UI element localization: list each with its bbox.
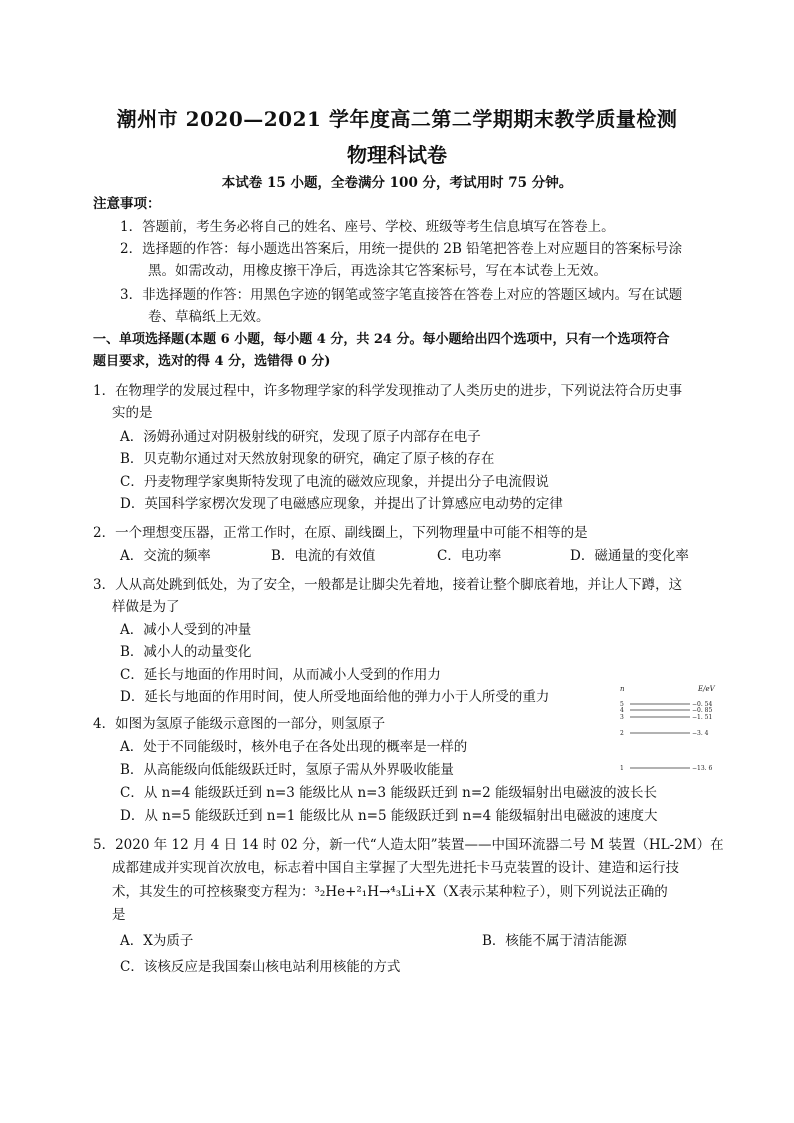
note-item-2-cont: 黑。如需改动，用橡皮擦干净后，再选涂其它答案标号，写在本试卷上无效。 xyxy=(148,263,607,279)
q1-stem: 1．在物理学的发展过程中，许多物理学家的科学发现推动了人类历史的进步，下列说法符合历史事 xyxy=(93,383,683,399)
note-item-3: 3．非选择题的作答：用黑色字迹的钢笔或签字笔直接答在答卷上对应的答题区域内。写在试题 xyxy=(120,287,683,303)
level-4-n: 4 xyxy=(620,707,624,714)
level-2-n: 2 xyxy=(620,730,624,737)
q1-option-c: C．丹麦物理学家奥斯特发现了电流的磁效应现象，并提出分子电流假说 xyxy=(120,474,549,490)
q5-stem-cont-2: 术，其发生的可控核聚变方程为：³₂He+²₁H→⁴₃Li+X（X表示某种粒子），则下列说法正确的 xyxy=(112,884,668,900)
section-heading: 一、单项选择题(本题 6 小题，每小题 4 分，共 24 分。每小题给出四个选项中，只有一个选项符合 xyxy=(93,332,670,347)
q5-option-a: A．X为质子 xyxy=(120,933,194,949)
exam-subject: 物理科试卷 xyxy=(347,143,447,167)
q3-option-d: D．延长与地面的作用时间，使人所受地面给他的弹力小于人所受的重力 xyxy=(120,689,550,705)
q3-stem: 3．人从高处跳到低处，为了安全，一般都是让脚尖先着地，接着让整个脚底着地，并让人下蹲，这 xyxy=(93,577,683,593)
level-1-n: 1 xyxy=(620,765,624,772)
q3-option-c: C．延长与地面的作用时间，从而减小人受到的作用力 xyxy=(120,667,441,683)
notes-heading: 注意事项： xyxy=(93,196,161,212)
q3-option-a: A．减小人受到的冲量 xyxy=(120,622,252,638)
energy-level-diagram xyxy=(616,682,726,782)
exam-title: 潮州市 2020—2021 学年度高二第二学期期末教学质量检测 xyxy=(116,107,678,131)
q2-option-a: A．交流的频率 xyxy=(120,548,211,564)
diagram-n-label: n xyxy=(620,685,625,693)
note-item-3-cont: 卷、草稿纸上无效。 xyxy=(148,309,270,325)
level-2-e: −3. 4 xyxy=(692,730,709,737)
q2-option-b: B．电流的有效值 xyxy=(271,548,376,564)
level-4-e: −0. 85 xyxy=(692,707,713,714)
q5-stem-cont-3: 是 xyxy=(112,907,126,923)
q3-stem-cont: 样做是为了 xyxy=(112,599,180,615)
q1-option-d: D．英国科学家楞次发现了电磁感应现象，并提出了计算感应电动势的定律 xyxy=(120,496,563,512)
note-item-1: 1．答题前，考生务必将自己的姓名、座号、学校、班级等考生信息填写在答卷上。 xyxy=(120,219,615,235)
q4-stem: 4．如图为氢原子能级示意图的一部分，则氢原子 xyxy=(93,716,386,732)
q4-option-d: D．从 n=5 能级跃迁到 n=1 能级比从 n=5 能级跃迁到 n=4 能级辐射出电磁波的速度大 xyxy=(120,808,658,824)
exam-info: 本试卷 15 小题，全卷满分 100 分，考试用时 75 分钟。 xyxy=(221,175,573,191)
q5-option-b: B．核能不属于清洁能源 xyxy=(482,933,627,949)
q4-option-b: B．从高能级向低能级跃迁时，氢原子需从外界吸收能量 xyxy=(120,762,454,778)
q5-stem-cont-1: 成都建成并实现首次放电，标志着中国自主掌握了大型先进托卡马克装置的设计、建造和运行技 xyxy=(112,860,679,876)
level-5-e: −0. 54 xyxy=(692,701,713,708)
q5-option-c: C．该核反应是我国秦山核电站利用核能的方式 xyxy=(120,959,401,975)
q5-stem: 5．2020 年 12 月 4 日 14 时 02 分，新一代“人造太阳”装置——中国环流器二号 M 装置（HL-2M）在 xyxy=(93,837,724,853)
q2-option-d: D．磁通量的变化率 xyxy=(570,548,689,564)
level-5-n: 5 xyxy=(620,701,624,708)
q4-option-c: C．从 n=4 能级跃迁到 n=3 能级比从 n=3 能级跃迁到 n=2 能级辐射出电磁波的波长长 xyxy=(120,785,658,801)
section-heading-cont: 题目要求，选对的得 4 分，选错得 0 分) xyxy=(93,354,331,369)
level-3-e: −1. 51 xyxy=(692,714,713,721)
q2-stem: 2．一个理想变压器，正常工作时，在原、副线圈上，下列物理量中可能不相等的是 xyxy=(93,525,588,541)
q1-option-b: B．贝克勒尔通过对天然放射现象的研究，确定了原子核的存在 xyxy=(120,451,495,467)
q1-option-a: A．汤姆孙通过对阴极射线的研究，发现了原子内部存在电子 xyxy=(120,429,481,445)
q4-option-a: A．处于不同能级时，核外电子在各处出现的概率是一样的 xyxy=(120,739,468,755)
q2-option-c: C．电功率 xyxy=(437,548,502,564)
q3-option-b: B．减小人的动量变化 xyxy=(120,644,252,660)
diagram-e-label: E/eV xyxy=(698,685,715,693)
level-3-n: 3 xyxy=(620,714,624,721)
note-item-2: 2．选择题的作答：每小题选出答案后，用统一提供的 2B 铅笔把答卷上对应题目的答案标号涂 xyxy=(120,241,683,257)
q1-stem-cont: 实的是 xyxy=(112,405,153,421)
level-1-e: −13. 6 xyxy=(692,765,713,772)
